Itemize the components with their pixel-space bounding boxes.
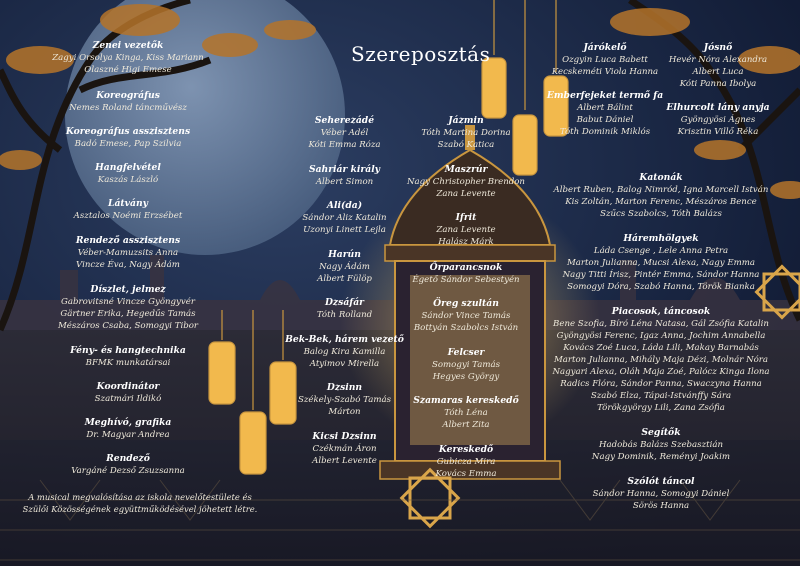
cast-role: Harún bbox=[328, 249, 361, 260]
credit-light-sound bbox=[18, 345, 238, 369]
cast-name: Nagy Dominik, Reményi Joakim bbox=[591, 452, 731, 462]
cast-role: Kereskedő bbox=[438, 444, 494, 455]
cast-segitok bbox=[548, 427, 774, 463]
cast-role: Maszrúr bbox=[444, 164, 488, 175]
cast-name: Radics Flóra, Sándor Panna, Swaczyna Hanna bbox=[560, 379, 762, 389]
cast-orparancsnok bbox=[400, 262, 532, 286]
credit-name: Dr. Magyar Andrea bbox=[86, 430, 170, 440]
credit-role: Rendező bbox=[106, 453, 150, 464]
cast-kicsi-dzsinn bbox=[272, 431, 417, 467]
cast-role: Őrparancsnok bbox=[429, 262, 503, 273]
cast-name: Marton Julianna, Mucsi Alexa, Nagy Emma bbox=[566, 258, 756, 268]
cast-name: Szabó Katica bbox=[437, 140, 495, 150]
credit-name: Mészáros Csaba, Somogyi Tibor bbox=[57, 321, 199, 331]
cast-name: Albert Fülöp bbox=[317, 274, 372, 284]
cast-name: Láda Csenge , Lele Anna Petra bbox=[593, 246, 729, 256]
cast-role: Szólót táncol bbox=[627, 476, 695, 487]
cast-kereskedo bbox=[400, 444, 532, 480]
credit-role: Koordinátor bbox=[96, 381, 160, 392]
credit-name: Véber-Mamuzsits Anna bbox=[77, 248, 179, 258]
cast-name: Hevér Nóra Alexandra bbox=[668, 55, 768, 65]
cast-bekbek bbox=[272, 334, 417, 370]
cast-name: Zana Levente bbox=[436, 225, 496, 235]
credit-invitation-graphics bbox=[18, 417, 238, 441]
cast-role: Dzsinn bbox=[326, 382, 363, 393]
cast-name: Tóth Rolland bbox=[316, 310, 373, 320]
cast-seherezade bbox=[272, 115, 417, 151]
cast-role: Jósnő bbox=[703, 42, 733, 53]
credit-choreo-assistant bbox=[18, 126, 238, 150]
credit-name: Gabrovitsné Vincze Gyöngyvér bbox=[61, 297, 195, 307]
cast-role: Jázmin bbox=[448, 115, 484, 126]
cast-role: Szamaras kereskedő bbox=[413, 395, 519, 406]
cast-name: Albert Simon bbox=[315, 177, 374, 187]
cast-haremholgyek bbox=[548, 233, 774, 293]
cast-name: Sándor Aliz Katalin bbox=[302, 213, 387, 223]
cast-name: Albert Luca bbox=[692, 67, 744, 77]
cast-role: Sahriár király bbox=[308, 164, 381, 175]
credit-recording bbox=[18, 162, 238, 186]
cast-role: Piacosok, táncosok bbox=[611, 306, 711, 317]
cast-name: Marton Julianna, Mihály Maja Dézi, Molnár Nóra bbox=[553, 355, 769, 365]
acknowledgement-note: A musical megvalósítása az iskola nevelőtestülete és Szülői Közösségének együttműködésével jöhetett létre. bbox=[22, 492, 258, 514]
cast-name: Tóth Dominik Miklós bbox=[559, 127, 651, 137]
cast-name: Nagyari Alexa, Oláh Maja Zoé, Palócz Kinga Ilona bbox=[552, 367, 770, 377]
cast-role: Ali(da) bbox=[326, 200, 363, 211]
credit-name: Vargáné Dezső Zsuzsanna bbox=[71, 466, 185, 476]
credit-name: Vincze Éva, Nagy Ádám bbox=[76, 260, 180, 270]
credit-name: Zagyi Orsolya Kinga, Kiss Mariann bbox=[52, 53, 204, 63]
cast-sahriar bbox=[272, 164, 417, 188]
cast-name: Nagy Titti Írisz, Pintér Emma, Sándor Hanna bbox=[562, 270, 760, 280]
cast-name: Véber Adél bbox=[320, 128, 369, 138]
cast-ifrit bbox=[400, 212, 532, 248]
cast-szolot-tancol bbox=[548, 476, 774, 512]
cast-role: Dzsáfár bbox=[324, 297, 365, 308]
cast-role: Seherezádé bbox=[314, 115, 375, 126]
cast-role: Kicsi Dzsinn bbox=[312, 431, 377, 442]
cast-name: Égető Sándor Sebestyén bbox=[412, 275, 520, 285]
cast-role: Bek-Bek, hárem vezető bbox=[285, 334, 404, 345]
credit-coordinator bbox=[18, 381, 238, 405]
cast-name: Székely-Szabó Tamás bbox=[297, 395, 392, 405]
credit-role: Rendező asszisztens bbox=[75, 235, 181, 246]
cast-name: Albert Bálint bbox=[577, 103, 633, 113]
credit-role: Díszlet, jelmez bbox=[90, 284, 166, 295]
cast-name: Albert Levente bbox=[312, 456, 377, 466]
credit-role: Zenei vezetők bbox=[92, 40, 164, 51]
cast-name: Bottyán Szabolcs István bbox=[413, 323, 519, 333]
cast-name: Somogyi Tamás bbox=[431, 360, 501, 370]
cast-role: Katonák bbox=[639, 172, 683, 183]
credit-role: Koreográfus bbox=[96, 90, 160, 101]
cast-name: Kecskeméti Viola Hanna bbox=[551, 67, 659, 77]
cast-role: Ifrit bbox=[455, 212, 477, 223]
credit-set-costume bbox=[18, 284, 238, 332]
credit-director bbox=[18, 453, 238, 477]
cast-name: Albert Ruben, Balog Nimród, Igna Marcell István bbox=[553, 185, 769, 195]
cast-szamaras-kereskedo bbox=[400, 395, 532, 431]
cast-name: Tóth Martina Dorina bbox=[421, 128, 511, 138]
cast-emberfejek bbox=[540, 90, 670, 138]
cast-harun bbox=[272, 249, 417, 285]
cast-name: Hegyes György bbox=[432, 372, 500, 382]
credit-name: Gärtner Erika, Hegedűs Tamás bbox=[60, 309, 196, 319]
cast-name: Nagy Christopher Brendon bbox=[407, 177, 525, 187]
cast-role: Járókelő bbox=[583, 42, 627, 53]
cast-name: Sándor Vince Tamás bbox=[421, 311, 511, 321]
cast-name: Albert Zita bbox=[442, 420, 490, 430]
credit-director-assistant bbox=[18, 235, 238, 271]
cast-felcser bbox=[400, 347, 532, 383]
cast-name: Törökgyörgy Lili, Zana Zsófia bbox=[597, 403, 725, 413]
cast-name: Somogyi Dóra, Szabó Hanna, Török Bianka bbox=[567, 282, 755, 292]
cast-ali bbox=[272, 200, 417, 236]
cast-elhurcolt-lany-anyja bbox=[658, 102, 778, 138]
cast-maszrur bbox=[400, 164, 532, 200]
cast-name: Kóti Emma Róza bbox=[308, 140, 381, 150]
credit-role: Látvány bbox=[108, 198, 148, 209]
cast-name: Hadobás Balázs Szebasztián bbox=[599, 440, 723, 450]
credit-name: Nemes Roland táncművész bbox=[69, 103, 187, 113]
cast-name: Czékmán Áron bbox=[312, 444, 377, 454]
cast-role: Háremhölgyek bbox=[623, 233, 699, 244]
cast-name: Gubicza Mira bbox=[436, 457, 496, 467]
credit-name: Kaszás László bbox=[97, 175, 159, 185]
cast-role: Öreg szultán bbox=[433, 298, 499, 309]
cast-name: Kovács Emma bbox=[435, 469, 497, 479]
credit-name: Badó Emese, Pap Szilvia bbox=[74, 139, 182, 149]
credit-name: Szatmári Ildikó bbox=[94, 394, 162, 404]
cast-name: Bene Szofia, Bíró Léna Natasa, Gál Zsófia Katalin bbox=[553, 319, 769, 329]
credit-name: Olaszné Higi Emese bbox=[84, 65, 172, 75]
cast-name: Sörös Hanna bbox=[632, 501, 690, 511]
cast-name: Halász Márk bbox=[438, 237, 494, 247]
credit-name: Asztalos Noémi Erzsébet bbox=[73, 211, 183, 221]
credit-music-directors bbox=[18, 40, 238, 76]
credit-name: BFMK munkatársai bbox=[85, 358, 171, 368]
cast-name: Kovács Zoé Luca, Láda Lili, Makay Barnabás bbox=[563, 343, 759, 353]
cast-role: Felcser bbox=[447, 347, 485, 358]
cast-name: Tóth Léna bbox=[444, 408, 488, 418]
cast-name: Kis Zoltán, Marton Ferenc, Mészáros Bence bbox=[565, 197, 757, 207]
cast-role: Elhurcolt lány anyja bbox=[666, 102, 770, 113]
credit-role: Hangfelvétel bbox=[95, 162, 161, 173]
cast-name: Atyimov Mirella bbox=[309, 359, 380, 369]
page-title: Szereposztás bbox=[351, 42, 491, 66]
cast-name: Ozgyin Luca Babett bbox=[562, 55, 648, 65]
cast-dzsinn bbox=[272, 382, 417, 418]
credit-choreographer bbox=[18, 90, 238, 114]
cast-name: Zana Levente bbox=[436, 189, 496, 199]
cast-name: Kóti Panna Ibolya bbox=[679, 79, 757, 89]
cast-jazmin bbox=[400, 115, 532, 151]
cast-josno bbox=[658, 42, 778, 90]
cast-jarokelo bbox=[540, 42, 670, 78]
cast-role: Segítők bbox=[641, 427, 681, 438]
cast-name: Nagy Ádám bbox=[319, 262, 370, 272]
cast-name: Szabó Elza, Tápai-Istvánffy Sára bbox=[590, 391, 732, 401]
cast-name: Gyöngyösi Ágnes bbox=[680, 115, 756, 125]
credit-visuals bbox=[18, 198, 238, 222]
credit-role: Meghívó, grafika bbox=[84, 417, 172, 428]
credit-role: Fény- és hangtechnika bbox=[70, 345, 186, 356]
cast-oreg-szultan bbox=[400, 298, 532, 334]
credit-role: Koreográfus asszisztens bbox=[65, 126, 191, 137]
cast-name: Gyöngyösi Ferenc, Igaz Anna, Jochim Annabella bbox=[556, 331, 766, 341]
cast-name: Uzonyi Linett Lejla bbox=[303, 225, 386, 235]
cast-name: Krisztin Villő Réka bbox=[677, 127, 759, 137]
cast-name: Szűcs Szabolcs, Tóth Balázs bbox=[600, 209, 722, 219]
cast-dzsafar bbox=[272, 297, 417, 321]
cast-name: Babut Dániel bbox=[576, 115, 634, 125]
cast-piacosok bbox=[548, 306, 774, 414]
cast-role: Emberfejeket termő fa bbox=[546, 90, 664, 101]
cast-name: Balog Kira Kamilla bbox=[303, 347, 386, 357]
cast-name: Márton bbox=[328, 407, 361, 417]
cast-katonak bbox=[548, 172, 774, 220]
cast-name: Sándor Hanna, Somogyi Dániel bbox=[592, 489, 730, 499]
